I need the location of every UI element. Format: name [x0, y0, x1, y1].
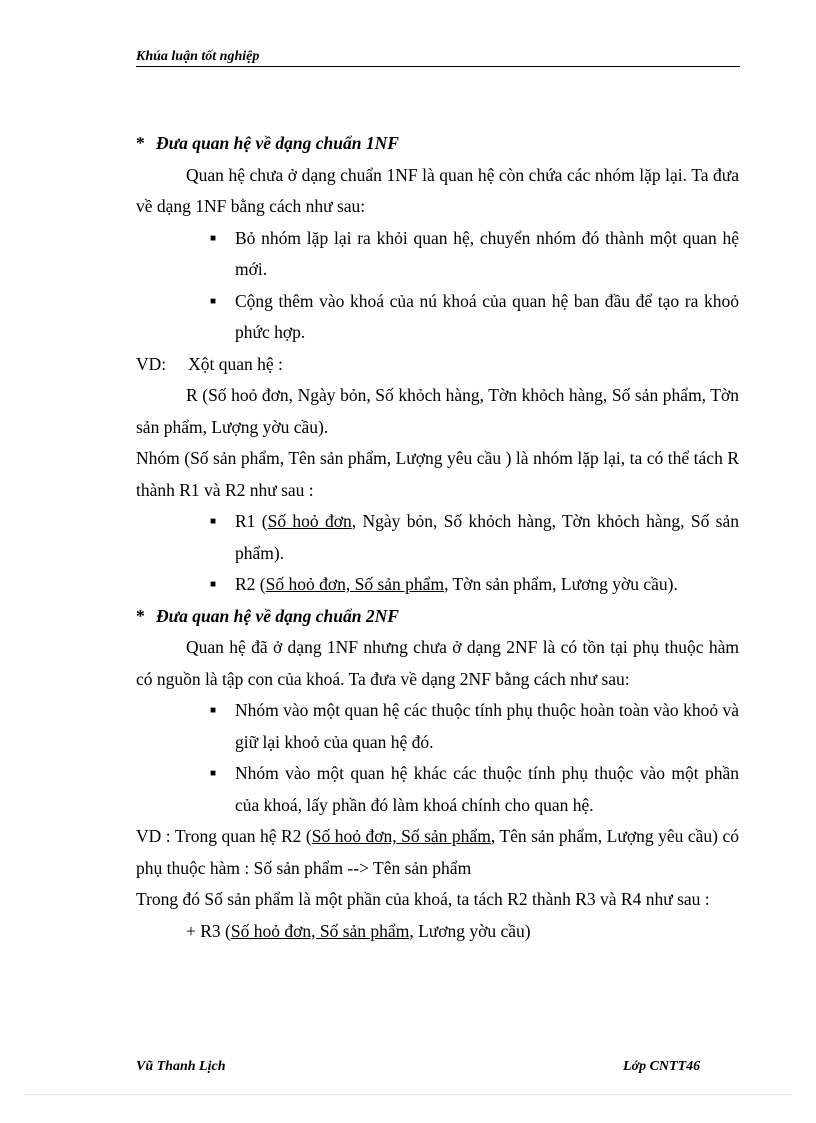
r2-key: Số hoỏ đơn, Số sản phẩm [265, 574, 445, 594]
r2-rest: , Tờn sản phẩm, Lương yờu cầu). [444, 574, 678, 594]
example-line [136, 349, 739, 381]
r1-key: Số hoỏ đơn [267, 511, 352, 531]
relation-r3 [136, 916, 739, 948]
r2-prefix: R2 ( [235, 574, 266, 594]
bullet-item [136, 286, 739, 349]
square-bullet-icon: ■ [210, 705, 217, 716]
heading-text: Đưa quan hệ về dạng chuẩn 2NF [156, 605, 399, 626]
example-2nf [136, 821, 739, 884]
square-bullet-icon: ■ [210, 232, 217, 244]
square-bullet-icon: ■ [210, 295, 217, 307]
heading-star: * [136, 133, 145, 153]
r3-key: Số hoỏ đơn, Số sản phẩm [230, 920, 410, 941]
bullet-text: Cộng thêm vào khoá của nú khoá của quan hệ ban đầu để tạo ra khoỏ phức hợp. [235, 290, 739, 342]
header-title: Khúa luận tốt nghiệp [136, 49, 260, 64]
relation-r: R (Số hoỏ đơn, Ngày bỏn, Số khỏch hàng, Tờn khỏch hàng, Số sản phẩm, Tờn sản phẩm, Lượng yờu cầu). [136, 385, 739, 437]
footer-class: Lớp CNTT46 [623, 1059, 701, 1074]
r1-rest: , Ngày bỏn, Số khỏch hàng, Tờn khỏch hàng, Số sản phẩm). [235, 511, 739, 563]
square-bullet-icon: ■ [210, 516, 217, 527]
bullet-text: Nhóm vào một quan hệ khác các thuộc tính phụ thuộc vào một phần của khoá, lấy phần đó làm khoá chính cho quan hệ. [235, 763, 739, 815]
bullet-item [136, 695, 739, 758]
bullet-text: Nhóm vào một quan hệ các thuộc tính phụ thuộc hoàn toàn vào khoỏ và giữ lại khoỏ của quan hệ đó. [235, 700, 739, 752]
section-1nf-heading [136, 128, 739, 160]
page-bottom-divider [24, 1094, 792, 1095]
group-text: Nhóm (Số sản phẩm, Tên sản phẩm, Lượng yêu cầu ) là nhóm lặp lại, ta có thể tách R thành R1 và R2 như sau : [136, 448, 739, 500]
relation-r2 [136, 569, 739, 601]
section-2nf-intro: Quan hệ đã ở dạng 1NF nhưng chưa ở dạng 2NF là có tồn tại phụ thuộc hàm có nguồn là tập con của khoá. Ta đưa về dạng 2NF bằng cách như sau: [136, 637, 739, 689]
heading-star: * [136, 605, 145, 626]
footer-author: Vũ Thanh Lịch [136, 1059, 226, 1074]
bullet-text: Bỏ nhóm lặp lại ra khỏi quan hệ, chuyển nhóm đó thành một quan hệ mới. [235, 227, 739, 279]
example-label: VD: [136, 353, 167, 374]
relation-r1 [136, 506, 739, 569]
page-header [136, 48, 740, 67]
r1-prefix: R1 ( [235, 511, 268, 531]
vd-prefix: VD : Trong quan hệ R2 ( [136, 826, 312, 846]
r3-prefix: + R3 ( [186, 920, 231, 941]
square-bullet-icon: ■ [210, 768, 217, 779]
section-2nf-heading [136, 601, 739, 633]
bullet-item [136, 758, 739, 821]
vd-rest: , Tên sản phẩm, Lượng yêu cầu) có phụ thuộc hàm : Số sản phẩm --> Tên sản phẩm [136, 826, 739, 878]
r3-rest: , Lương yờu cầu) [409, 920, 531, 941]
section-1nf-intro: Quan hệ chưa ở dạng chuẩn 1NF là quan hệ còn chứa các nhóm lặp lại. Ta đưa về dạng 1NF bằng cách như sau: [136, 164, 739, 216]
split-text: Trong đó Số sản phẩm là một phần của khoá, ta tách R2 thành R3 và R4 như sau : [136, 889, 710, 909]
square-bullet-icon: ■ [210, 579, 217, 590]
vd-key: Số hoỏ đơn, Số sản phẩm [311, 826, 491, 846]
bullet-item [136, 223, 739, 286]
heading-text: Đưa quan hệ về dạng chuẩn 1NF [156, 133, 399, 153]
example-text: Xột quan hệ : [188, 353, 283, 374]
page-body [136, 128, 739, 947]
